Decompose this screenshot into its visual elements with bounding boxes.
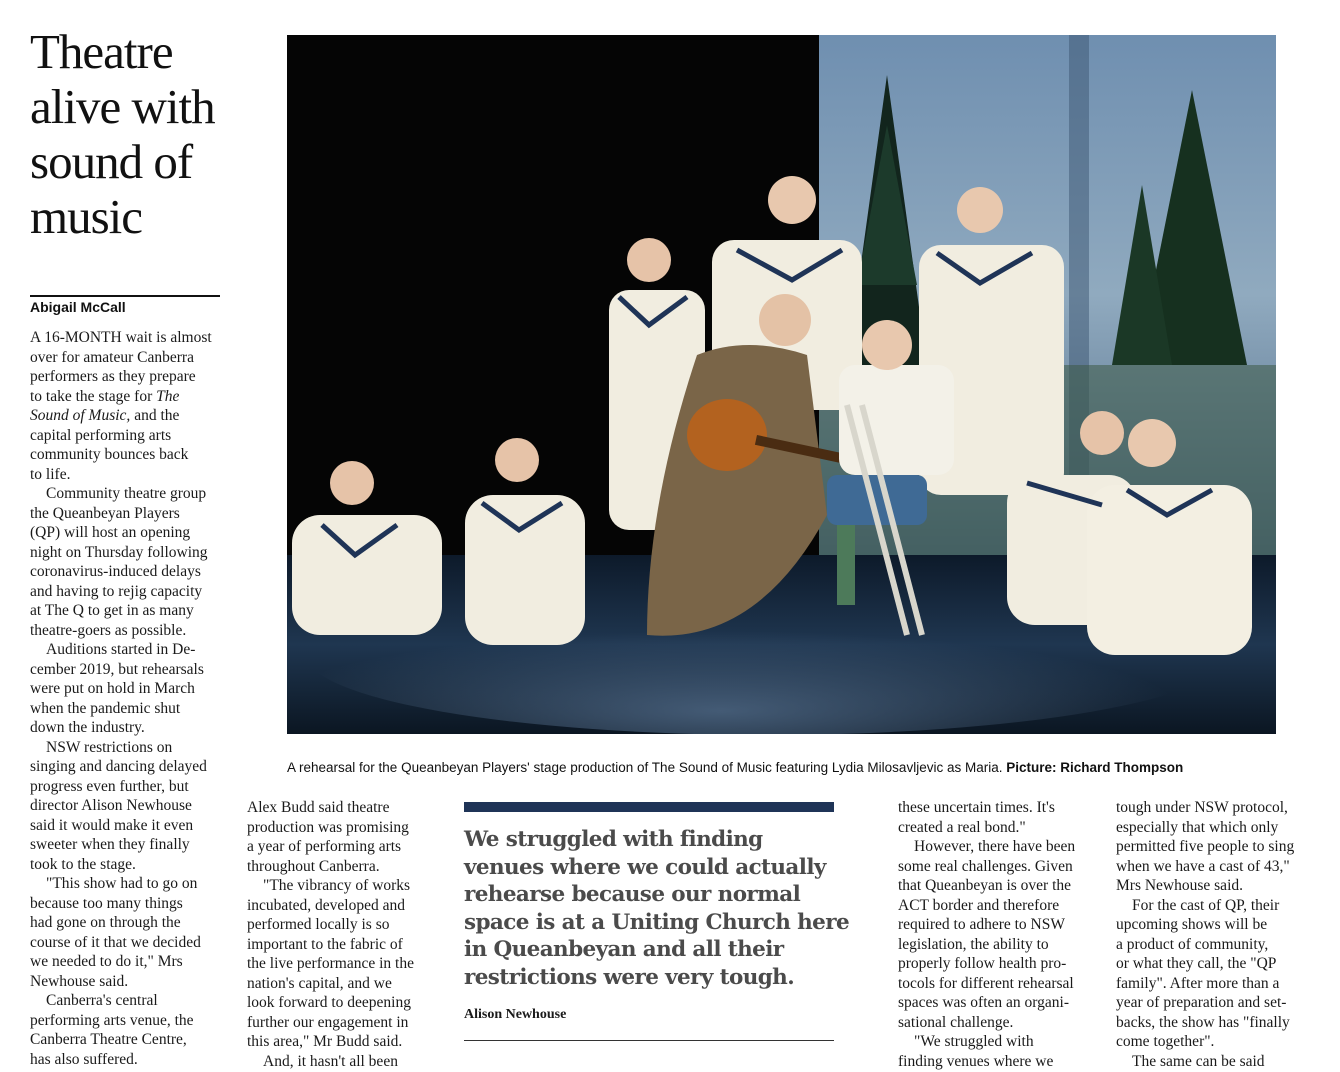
pullquote: [464, 826, 850, 991]
text-line: theatre-goers as possible.: [30, 621, 187, 639]
pullquote-author: Alison Newhouse: [464, 1007, 567, 1022]
text-line: performed locally is so: [247, 916, 390, 933]
byline: Abigail McCall: [30, 299, 126, 315]
show-title-italic: The: [156, 387, 180, 405]
text-line: family". After more than a: [1116, 974, 1280, 992]
text-line: especially that which only: [1116, 818, 1279, 836]
pullquote-line: space is at a Uniting Church here: [464, 909, 850, 935]
text-line: spaces was often an organi-: [898, 994, 1070, 1011]
text-line: (QP) will host an opening: [30, 524, 191, 541]
text-line: permitted five people to sing: [1116, 838, 1295, 855]
text-line: we needed to do it," Mrs: [30, 953, 183, 970]
text-line: because too many things: [30, 894, 183, 912]
text-line: "We struggled with: [914, 1033, 1034, 1050]
stage-photo-illustration: [287, 35, 1276, 734]
text-line: Community theatre group: [46, 485, 207, 502]
article-column-4: [898, 798, 1098, 1071]
headline-line-3: sound of: [30, 134, 193, 189]
pullquote-line: in Queanbeyan and all their: [464, 937, 784, 962]
text-line: singing and dancing delayed: [30, 758, 207, 775]
article-column-5: [1116, 798, 1326, 1071]
text-line: incubated, developed and: [247, 896, 405, 914]
text-line: has also suffered.: [30, 1050, 138, 1068]
text-line: took to the stage.: [30, 855, 136, 873]
text-line: a year of performing arts: [247, 838, 402, 855]
text-line: production was promising: [247, 818, 409, 836]
text-line: NSW restrictions on: [46, 738, 173, 756]
text-line: properly follow health pro-: [898, 955, 1067, 972]
text-line: required to adhere to NSW: [898, 916, 1065, 933]
pullquote-line: restrictions were very tough.: [464, 964, 795, 990]
text-line: backs, the show has "finally: [1116, 1013, 1290, 1031]
text-line: progress even further, but: [30, 777, 189, 795]
text-line: year of preparation and set-: [1116, 994, 1287, 1011]
text-line: course of it that we decided: [30, 933, 201, 951]
text-line: some real challenges. Given: [898, 857, 1073, 875]
text-line: throughout Canberra.: [247, 857, 380, 875]
text-line: night on Thursday following: [30, 543, 208, 561]
text-line: tocols for different rehearsal: [898, 974, 1074, 992]
headline-line-1: Theatre: [30, 24, 173, 79]
text-fragment: to take the stage for: [30, 387, 157, 405]
pullquote-rule: [464, 1040, 834, 1041]
show-title-italic: Sound of Music,: [30, 407, 131, 424]
text-line: capital performing arts: [30, 426, 172, 444]
text-line: The same can be said: [1132, 1052, 1265, 1070]
text-line: A 16-MONTH wait is almost: [30, 329, 212, 346]
pullquote-line: We struggled with finding: [464, 827, 763, 852]
text-line: come together".: [1116, 1033, 1215, 1050]
text-line: the live performance in the: [247, 955, 414, 972]
text-line-with-title: [30, 406, 235, 426]
text-line: Auditions started in De-: [46, 641, 196, 658]
text-line: sational challenge.: [898, 1013, 1014, 1031]
text-line: or what they call, the "QP: [1116, 955, 1277, 972]
text-line: For the cast of QP, their: [1132, 896, 1280, 914]
headline-line-4: music: [30, 189, 143, 244]
pullquote-line: venues where we could actually: [464, 854, 826, 880]
text-line: Canberra Theatre Centre,: [30, 1031, 187, 1048]
text-line: And, it hasn't all been: [263, 1052, 398, 1070]
text-line: important to the fabric of: [247, 935, 403, 953]
text-line: However, there have been: [914, 838, 1076, 855]
text-line: look forward to deepening: [247, 994, 411, 1011]
text-line: "This show had to go on: [46, 875, 198, 892]
pullquote-line: rehearse because our normal: [464, 882, 801, 907]
stage-photo: [287, 35, 1276, 734]
text-line: Mrs Newhouse said.: [1116, 877, 1243, 894]
text-line: cember 2019, but rehearsals: [30, 660, 204, 678]
text-line: the Queanbeyan Players: [30, 504, 180, 522]
text-line: Alex Budd said theatre: [247, 799, 390, 816]
headline: [30, 24, 250, 244]
caption-text: A rehearsal for the Queanbeyan Players' stage production of The Sound of Music featuring Lydia Milosavljevic as Maria.: [287, 760, 1003, 775]
headline-line-2: alive with: [30, 79, 215, 134]
text-line: legislation, the ability to: [898, 935, 1049, 953]
text-line: ACT border and therefore: [898, 896, 1060, 914]
text-line: performing arts venue, the: [30, 1011, 194, 1029]
text-line: Newhouse said.: [30, 972, 129, 990]
text-line: further our engagement in: [247, 1013, 409, 1031]
text-line: "The vibrancy of works: [263, 877, 411, 894]
photo-caption: [287, 760, 1277, 775]
text-line: created a real bond.": [898, 818, 1026, 836]
text-line: coronavirus-induced delays: [30, 563, 201, 580]
text-line: performers as they prepare: [30, 368, 196, 385]
text-line: down the industry.: [30, 719, 145, 736]
text-line: these uncertain times. It's: [898, 799, 1055, 816]
article-column-2: [247, 798, 442, 1071]
article-column-1: [30, 328, 235, 1069]
pullquote-bar: [464, 802, 834, 812]
text-line: at The Q to get in as many: [30, 602, 194, 619]
text-line: community bounces back: [30, 446, 189, 463]
text-line: over for amateur Canberra: [30, 348, 194, 366]
text-line-with-title: [30, 387, 235, 407]
text-line: were put on hold in March: [30, 680, 195, 697]
byline-rule: [30, 295, 220, 297]
text-line: when we have a cast of 43,": [1116, 857, 1290, 875]
text-line: when the pandemic shut: [30, 699, 181, 717]
text-line: director Alison Newhouse: [30, 797, 192, 814]
text-line: a product of community,: [1116, 935, 1269, 953]
text-line: finding venues where we: [898, 1052, 1054, 1070]
text-line: upcoming shows will be: [1116, 916, 1268, 933]
text-line: had gone on through the: [30, 914, 181, 931]
text-line: to life.: [30, 465, 71, 483]
text-line: sweeter when they finally: [30, 836, 190, 853]
text-fragment: and the: [130, 407, 180, 424]
text-line: this area," Mr Budd said.: [247, 1033, 403, 1050]
text-line: Canberra's central: [46, 992, 158, 1009]
text-line: said it would make it even: [30, 816, 194, 834]
photo-credit: Picture: Richard Thompson: [1006, 760, 1184, 775]
text-line: that Queanbeyan is over the: [898, 877, 1072, 894]
text-line: nation's capital, and we: [247, 974, 392, 992]
text-line: and having to rejig capacity: [30, 582, 203, 600]
text-line: tough under NSW protocol,: [1116, 799, 1288, 816]
